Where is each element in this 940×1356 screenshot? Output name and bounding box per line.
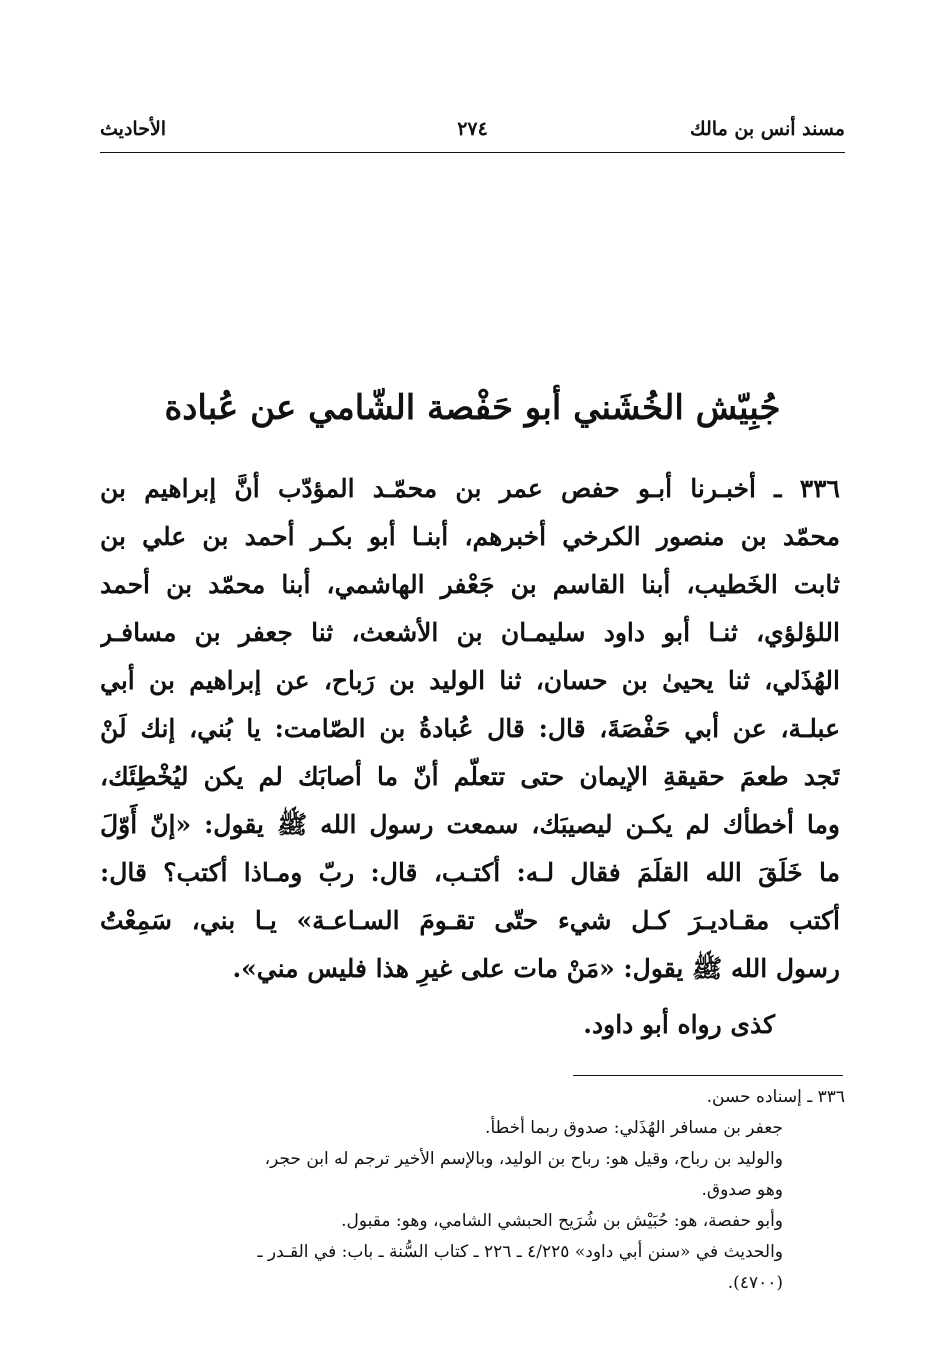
section-label: الأحاديث: [100, 118, 167, 140]
footnote-line: وأبو حفصة، هو: حُبَيْش بن شُرَيح الحبشي الشامي، وهو: مقبول.: [341, 1211, 783, 1231]
header-divider: [100, 152, 845, 153]
footnotes: [100, 1082, 845, 1299]
section-title: جُبِيّش الخُشَني أبو حَفْصة الشّامي عن عُبادة: [164, 388, 781, 428]
body-line: محمّد بن منصور الكرخي أخبرهم، أبنـا أبو بكـر أحمد بن علي بن: [100, 522, 840, 551]
body-line: رسول الله ﷺ يقول: «مَنْ مات على غيرِ هذا فليس مني».: [232, 954, 840, 983]
footnote-divider: [573, 1075, 843, 1076]
footnote-line: والوليد بن رباح، وقيل هو: رباح بن الوليد، وبالإسم الأخير ترجم له ابن حجر،: [264, 1149, 783, 1169]
body-line: ثابت الخَطيب، أبنا القاسم بن جَعْفر الهاشمي، أبنا محمّد بن أحمد: [100, 570, 840, 599]
running-header: [100, 118, 845, 150]
footnote-line: والحديث في «سنن أبي داود» ٤/٢٢٥ ـ ٢٢٦ ـ كتاب السُّنة ـ باب: في القـدر ـ: [257, 1242, 783, 1262]
book-title: مسند أنس بن مالك: [690, 118, 845, 140]
body-line: الهُذَلي، ثنا يحيىٰ بن حسان، ثنا الوليد بن رَباح، عن إبراهيم بن أبي: [100, 666, 840, 695]
body-line: أكتب مقـاديـرَ كـل شيء حتّى تقـومَ السـاعـة» يـا بني، سَمِعْتُ: [100, 906, 840, 935]
footnote-line: وهو صدوق.: [701, 1180, 783, 1200]
closing-line: كذى رواه أبو داود.: [583, 1010, 775, 1039]
footnote-line: (٤٧٠٠).: [727, 1273, 783, 1293]
body-line: وما أخطأك لم يكـن ليصيبَك، سمعت رسول الله ﷺ يقول: «إنّ أَوّلَ: [100, 810, 840, 839]
body-line: ما خَلَقَ الله القلَمَ فقال لـه: أكتـب، قال: ربّ ومـاذا أكتب؟ قال:: [100, 858, 840, 887]
body-line: ٣٣٦ ـ أخبـرنا أبـو حفص عمر بن محمّـد المؤدّب أنَّ إبراهيم بن: [100, 474, 840, 503]
footnote-line: ٣٣٦ ـ إسناده حسن.: [706, 1087, 845, 1107]
body-line: عبلـة، عن أبي حَفْصَةَ، قال: قال عُبادةُ بن الصّامت: يا بُني، إنك لَنْ: [100, 714, 840, 743]
hadith-text: [100, 465, 840, 993]
page-number: ٢٧٤: [457, 118, 488, 140]
footnote-line: جعفر بن مسافر الهُذَلي: صدوق ربما أخطأ.: [485, 1118, 783, 1138]
body-line: تَجد طعمَ حقيقةِ الإيمان حتى تتعلّم أنّ ما أصابَك لم يكن ليُخْطِئَك،: [100, 762, 840, 791]
body-line: اللؤلؤي، ثنـا أبو داود سليمـان بن الأشعث، ثنا جعفر بن مسافـر: [100, 618, 840, 647]
